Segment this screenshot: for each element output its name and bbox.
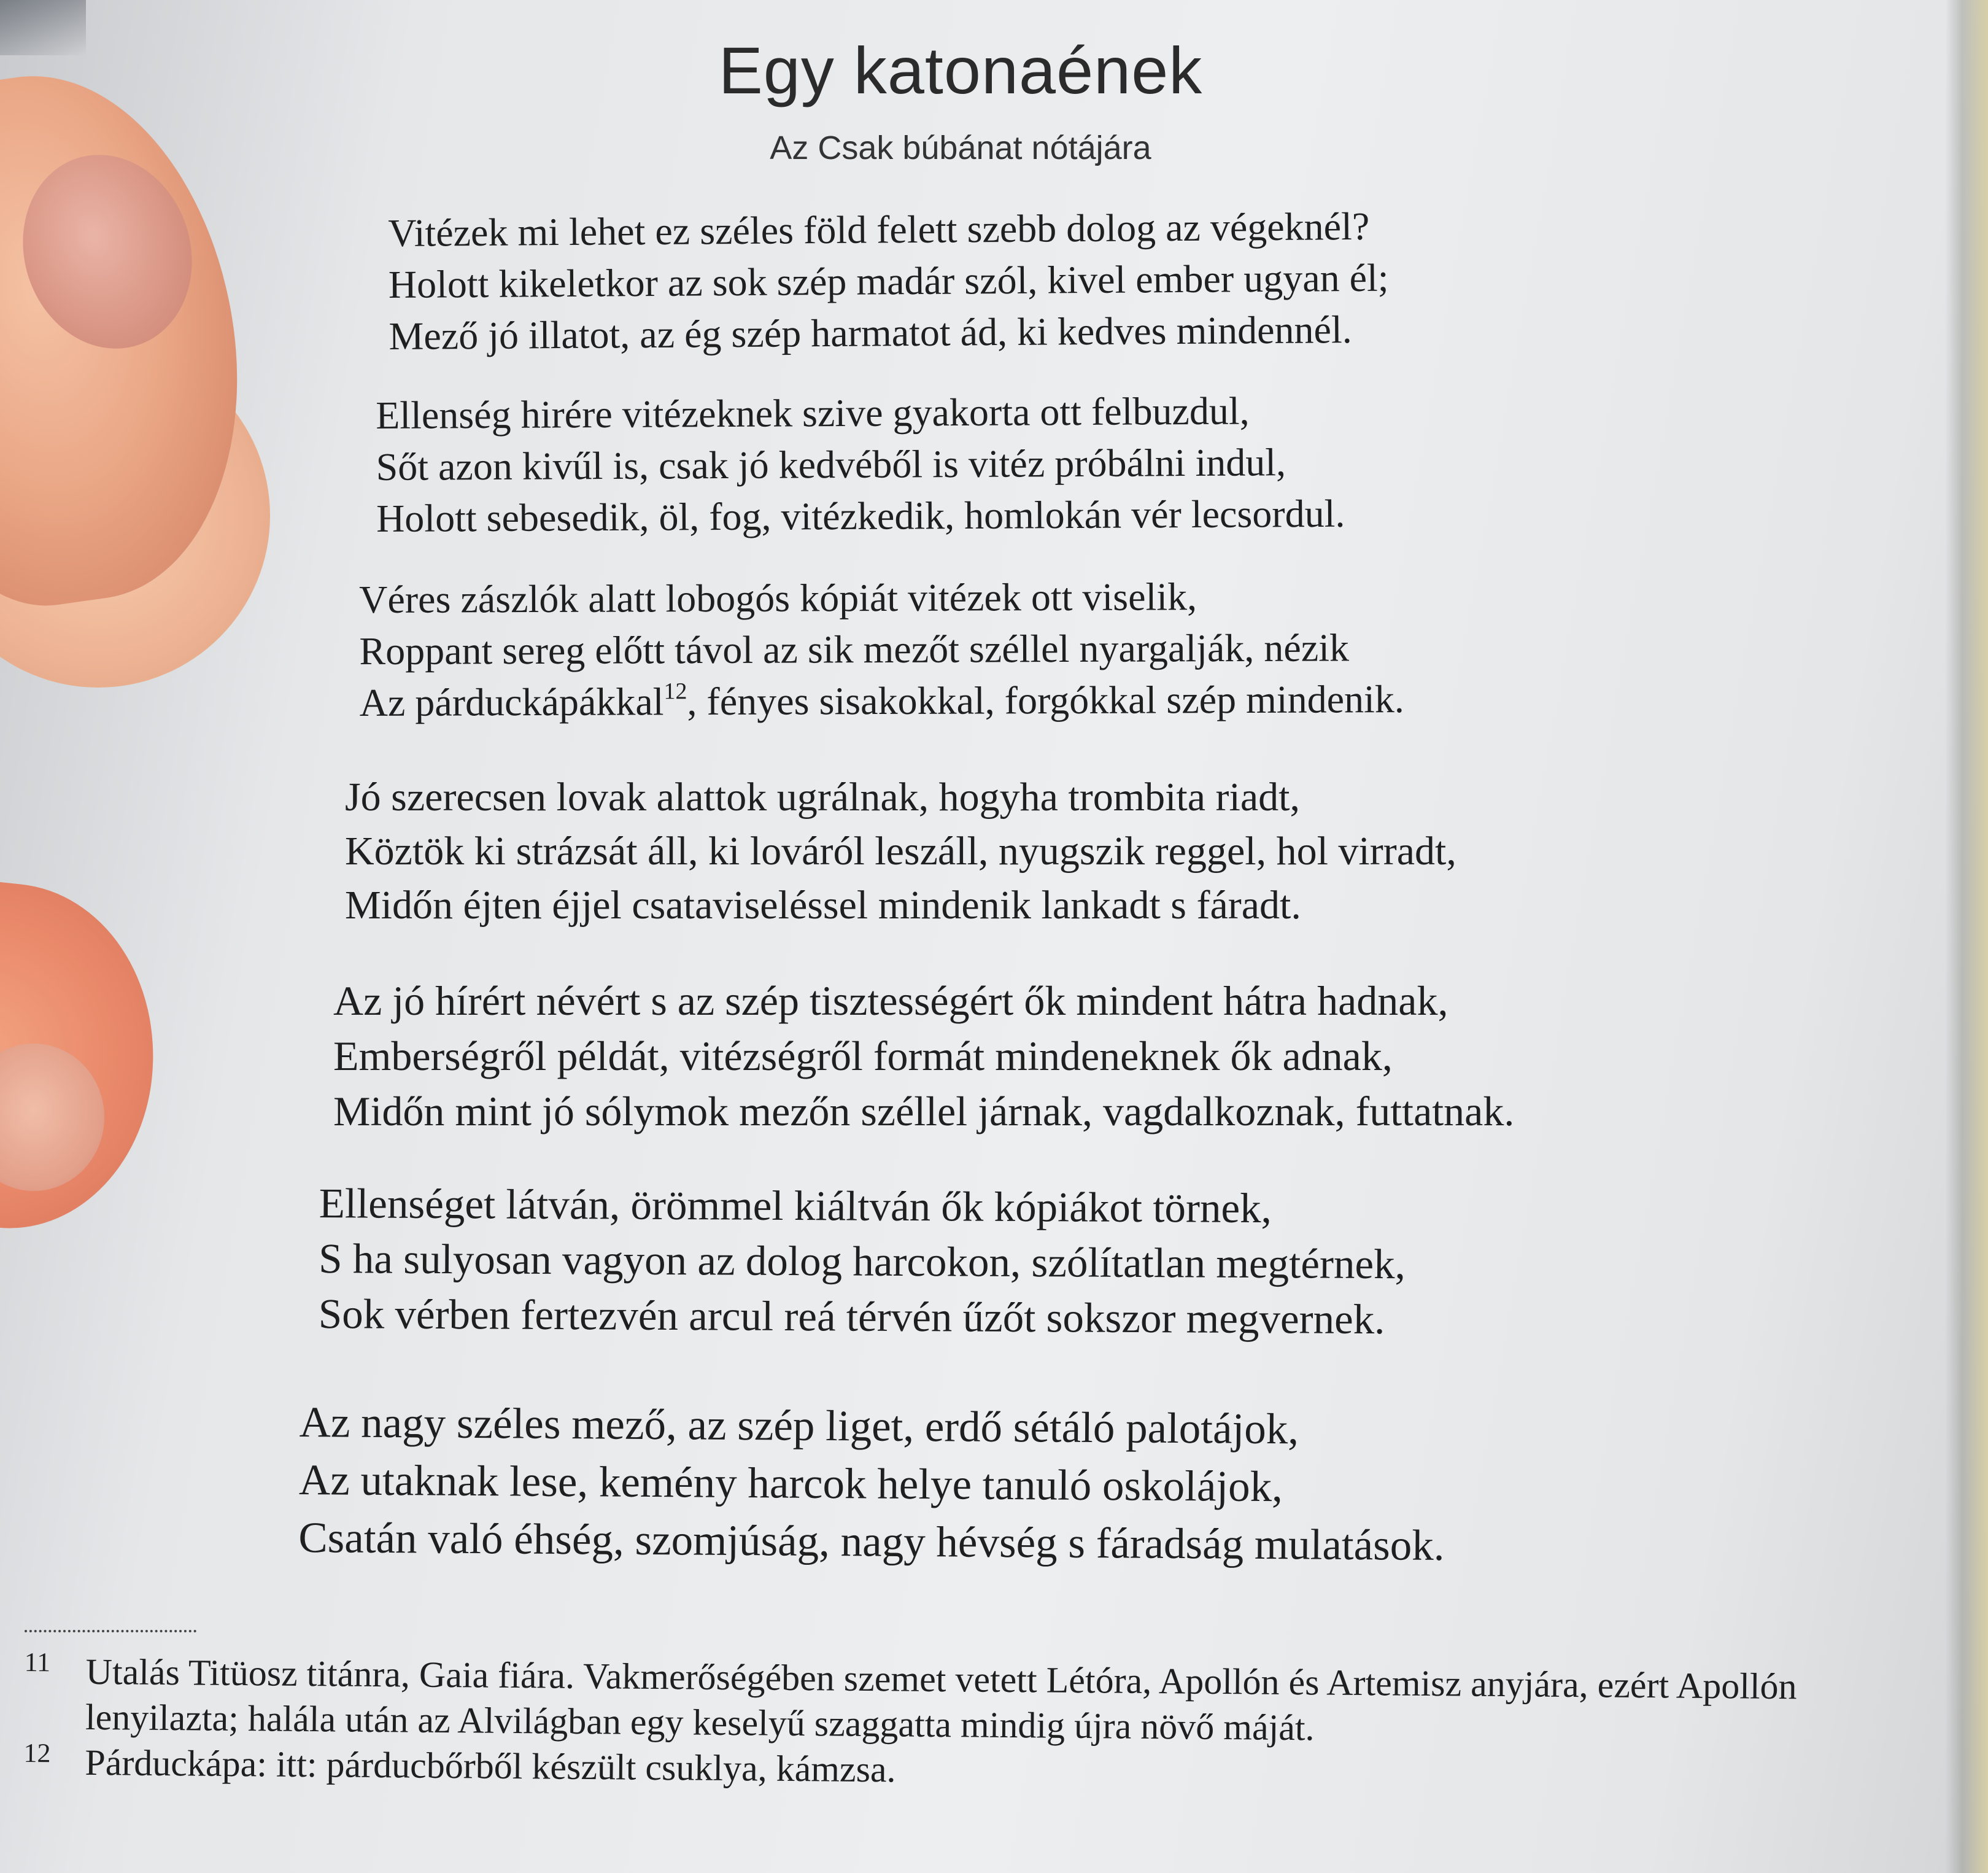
poem-subtitle: Az Csak búbánat nótájára	[770, 130, 1151, 166]
stanza-3	[359, 570, 1404, 729]
verse-line: Köztök ki strázsát áll, ki lováról leszáll, nyugszik reggel, hol virradt,	[345, 829, 1456, 874]
verse-line: Jó szerecsen lovak alattok ugrálnak, hogyha trombita riadt,	[345, 775, 1300, 820]
verse-line: Midőn éjten éjjel csataviseléssel mindenik lankadt s fáradt.	[345, 883, 1301, 928]
footnote-ref-12[interactable]: 12	[663, 678, 687, 705]
verse-text: Az párduckápákkal	[359, 680, 664, 724]
verse-line: Véres zászlók alatt lobogós kópiát vitézek ott viselik,	[359, 575, 1197, 621]
verse-line: Ellenséget látván, örömmel kiáltván ők kópiákot törnek,	[319, 1179, 1272, 1232]
stanza-1	[388, 201, 1389, 362]
verse-line: Sok vérben fertezvén arcul reá térvén űzőt sokszor megvernek.	[318, 1290, 1385, 1343]
verse-line: S ha sulyosan vagyon az dolog harcokon, szólítatlan megtérnek,	[319, 1235, 1406, 1288]
verse-line	[360, 673, 1404, 729]
footnote-divider	[25, 1630, 196, 1632]
verse-line: Az nagy széles mező, az szép liget, erdő sétáló palotájok,	[299, 1398, 1299, 1454]
verse-line: Vitézek mi lehet ez széles föld felett szebb dolog az végeknél?	[388, 204, 1370, 255]
poem-title: Egy katonaének	[718, 33, 1203, 107]
stanza-2	[376, 385, 1345, 545]
verse-line: Sőt azon kivűl is, csak jó kedvéből is vitéz próbálni indul,	[376, 440, 1286, 489]
stanza-5	[333, 973, 1514, 1139]
verse-line: Az jó hírért névért s az szép tisztességért ők mindent hátra hadnak,	[333, 977, 1448, 1024]
verse-line: Holott sebesedik, öl, fog, vitézkedik, homlokán vér lecsordul.	[376, 491, 1345, 540]
verse-line: Csatán való éhség, szomjúság, nagy hévség s fáradság mulatások.	[298, 1513, 1445, 1570]
verse-line: Midőn mint jó sólymok mezőn széllel járnak, vagdalkoznak, futtatnak.	[333, 1088, 1515, 1134]
verse-line: Mező jó illatot, az ég szép harmatot ád, ki kedves mindennél.	[389, 308, 1352, 358]
verse-line: Roppant sereg előtt távol az sik mezőt széllel nyargalják, nézik	[359, 626, 1350, 673]
verse-line: Az utaknak lese, kemény harcok helye tanuló oskolájok,	[298, 1456, 1283, 1511]
stanza-7	[298, 1394, 1445, 1575]
footnote-text: Utalás Titüosz titánra, Gaia fiára. Vakmerőségében szemet vetett Létóra, Apollón és Artemisz anyjára, ezért Apollón lenyilazta; halála után az Alvilágban egy keselyű szaggatta mindig újra növő máját.	[85, 1651, 1797, 1748]
footnote-number: 12	[23, 1737, 51, 1769]
verse-line: Holott kikeletkor az sok szép madár szól, kivel ember ugyan él;	[388, 255, 1389, 306]
stanza-4	[345, 770, 1456, 933]
stanza-6	[319, 1176, 1406, 1347]
book-gutter	[1945, 0, 1988, 1873]
verse-line: Emberségről példát, vitézségről formát mindeneknek ők adnak,	[333, 1033, 1393, 1079]
footnote-11	[24, 1648, 1897, 1756]
footnotes	[23, 1648, 1897, 1801]
footnote-number: 11	[24, 1647, 51, 1678]
verse-line: Ellenség hirére vitézeknek szive gyakorta ott felbuzdul,	[376, 389, 1250, 437]
footnote-text: Párduckápa: itt: párducbőrből készült csuklya, kámzsa.	[85, 1742, 896, 1790]
verse-text: , fényes sisakokkal, forgókkal szép mindenik.	[687, 677, 1404, 724]
